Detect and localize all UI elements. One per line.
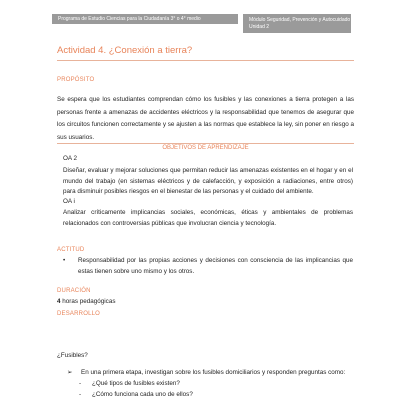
arrow-bullet-icon: ➢ [67, 369, 73, 376]
header-module-label [243, 14, 351, 33]
duracion-text [57, 298, 115, 305]
actitud-heading: ACTITUD [57, 247, 85, 253]
title-divider [57, 60, 354, 61]
question-item-1 [79, 380, 180, 387]
actitud-text: Responsabilidad por las propias acciones y decisiones con consciencia de las implicancias que estas tienen sobre uno mismo y los otros. [78, 257, 353, 275]
duracion-hours: 4 [57, 298, 61, 305]
header-program-label: Programa de Estudio Ciencias para la Ciudadanía 3° o 4° medio [52, 14, 238, 24]
desarrollo-step [67, 369, 346, 376]
desarrollo-question: ¿Fusibles? [57, 352, 88, 359]
desarrollo-step-text: En una primera etapa, investigan sobre los fusibles domiciliarios y responden preguntas como: [81, 369, 346, 376]
bullet-icon: • [63, 257, 66, 264]
proposito-heading: PROPÓSITO [57, 77, 95, 83]
oai-text: Analizar críticamente implicancias sociales, económicas, éticas y ambientales de problemas relacionados con controversias públicas que involucran ciencia y tecnología. [63, 209, 353, 227]
header-module-line2: Unidad 2 [249, 24, 270, 30]
objetivos-heading: OBJETIVOS DE APRENDIZAJE [162, 145, 249, 151]
proposito-text: Se espera que los estudiantes comprendan cómo los fusibles y las conexiones a tierra protegen a las personas frente a amenazas de accidentes eléctricos y la responsabilidad que tenemos de asegurar que los circuitos funcionen correctamente y se ajusten a las normas que establece la ley, sin poner en riesgo a sus usuarios. [57, 96, 354, 141]
question-item-1-text: ¿Qué tipos de fusibles existen? [92, 380, 180, 387]
header-module-line1: Módulo Seguridad, Prevención y Autocuidado [249, 17, 351, 23]
desarrollo-heading: DESARROLLO [57, 311, 101, 317]
oa2-text: Diseñar, evaluar y mejorar soluciones que permitan reducir las amenazas existentes en el hogar y en el mundo del trabajo (en sistemas eléctricos y de calefacción, y exposición a radiaciones, entre otros) para disminuir posibles riesgos en el bienestar de las personas y el cuidado del ambiente. [63, 167, 353, 195]
oai-code: OA i [63, 198, 75, 205]
question-item-2-text: ¿Cómo funciona cada uno de ellos? [92, 391, 193, 398]
dash-bullet-icon: - [79, 380, 82, 387]
duracion-unit: horas pedagógicas [60, 298, 116, 305]
oa2-code: OA 2 [63, 155, 78, 162]
actitud-item [63, 256, 353, 277]
question-item-2 [79, 391, 193, 398]
objetivos-divider [57, 143, 354, 144]
dash-bullet-icon: - [79, 391, 82, 398]
duracion-heading: DURACIÓN [57, 288, 91, 294]
page-title: Actividad 4. ¿Conexión a tierra? [57, 45, 193, 56]
